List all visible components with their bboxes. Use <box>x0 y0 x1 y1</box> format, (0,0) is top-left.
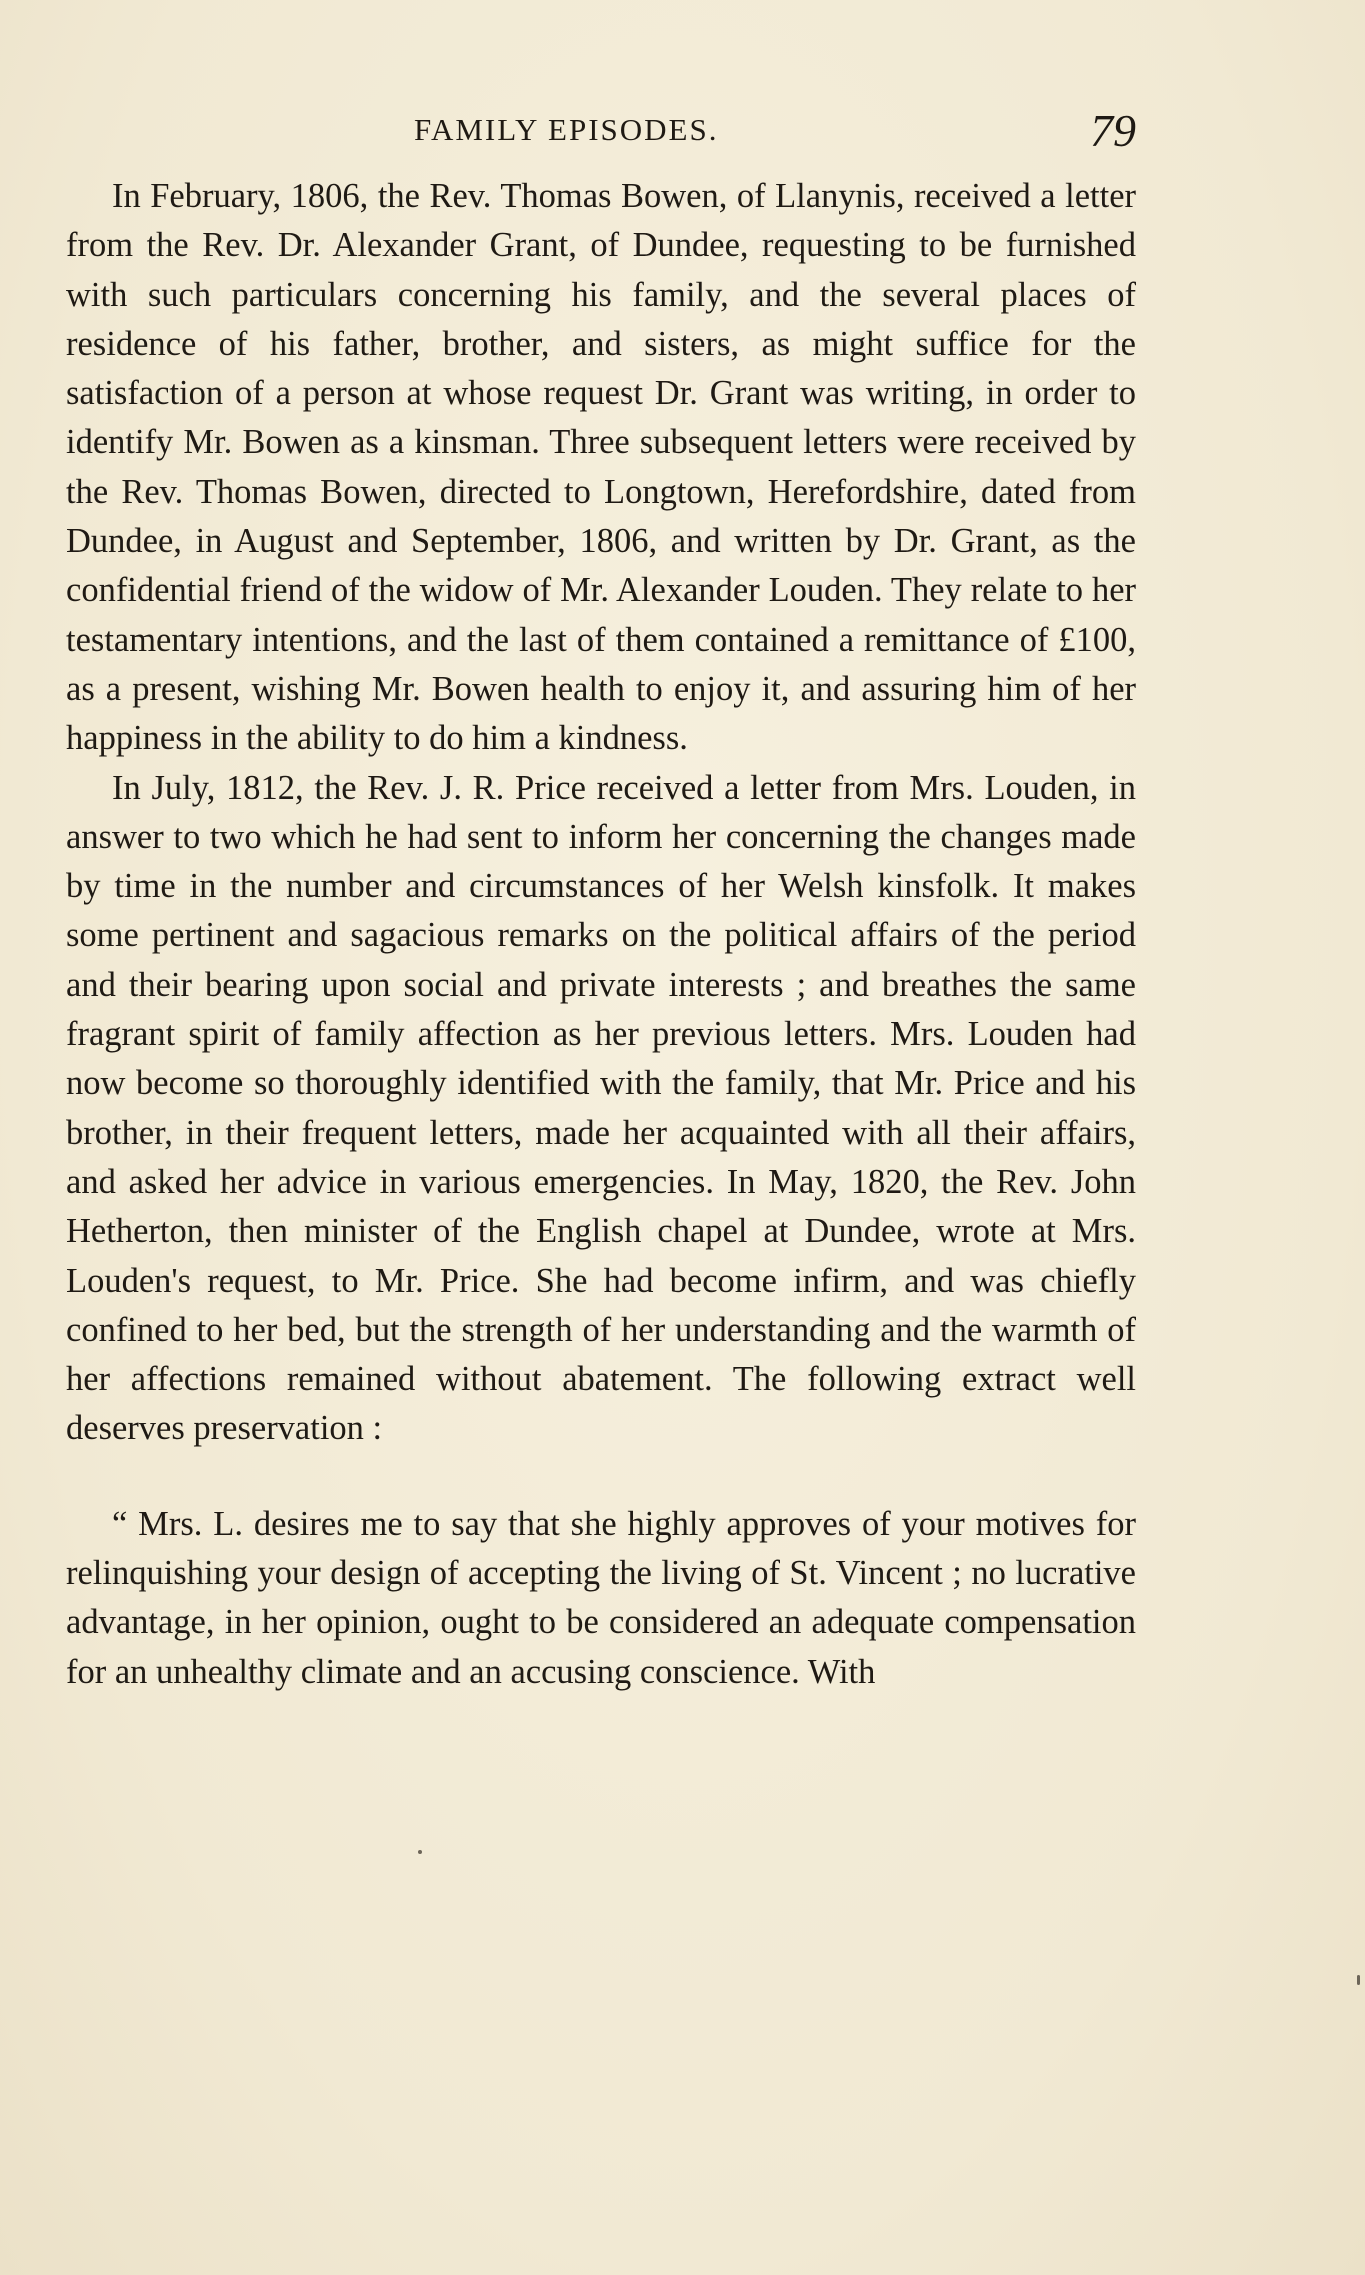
paragraph-price-letter: In July, 1812, the Rev. J. R. Price received a letter from Mrs. Louden, in answer to two which he had sent to inform her concerning the changes made by time in the number and circumstances of her Welsh kinsfolk. It makes some pertinent and sagacious remarks on the political affairs of the period and their bearing upon social and private interests ; and breathes the same fragrant spirit of family affection as her previous letters. Mrs. Louden had now become so thoroughly identified with the family, that Mr. Price and his brother, in their frequent letters, made her acquainted with all their affairs, and asked her advice in various emergencies. In May, 1820, the Rev. John Hetherton, then minister of the English chapel at Dundee, wrote at Mrs. Louden's request, to Mr. Price. She had become infirm, and was chiefly confined to her bed, but the strength of her understanding and the warmth of her affections remained without abatement. The following extract well deserves preservation : <box>66 768 1136 1448</box>
paper-speck <box>1357 1975 1360 1985</box>
running-title: FAMILY EPISODES. <box>414 112 719 147</box>
paper-speck <box>418 1850 422 1854</box>
paragraph-quoted-extract: “ Mrs. L. desires me to say that she highly approves of your motives for relinquishing your design of accepting the living of St. Vincent ; no lucrative advantage, in her opinion, ought to be considered an adequate compensation for an unhealthy climate and an accusing conscience. With <box>66 1504 1136 1691</box>
page-number: 79 <box>1090 105 1136 156</box>
paragraph-bowen-letters: In February, 1806, the Rev. Thomas Bowen, of Llanynis, received a letter from the Rev. Dr. Alexander Grant, of Dundee, requesting to be furnished with such particulars concerning his family, and the several places of residence of his father, brother, and sisters, as might suffice for the satisfaction of a person at whose request Dr. Grant was writing, in order to identify Mr. Bowen as a kinsman. Three subsequent letters were received by the Rev. Thomas Bowen, directed to Longtown, Herefordshire, dated from Dundee, in August and September, 1806, and written by Dr. Grant, as the confidential friend of the widow of Mr. Alexander Louden. They relate to her testamentary intentions, and the last of them contained a remittance of £100, as a present, wishing Mr. Bowen health to enjoy it, and assuring him of her happiness in the ability to do him a kindness. <box>66 177 1136 758</box>
running-head <box>66 104 1136 164</box>
body-text <box>66 172 1136 1697</box>
